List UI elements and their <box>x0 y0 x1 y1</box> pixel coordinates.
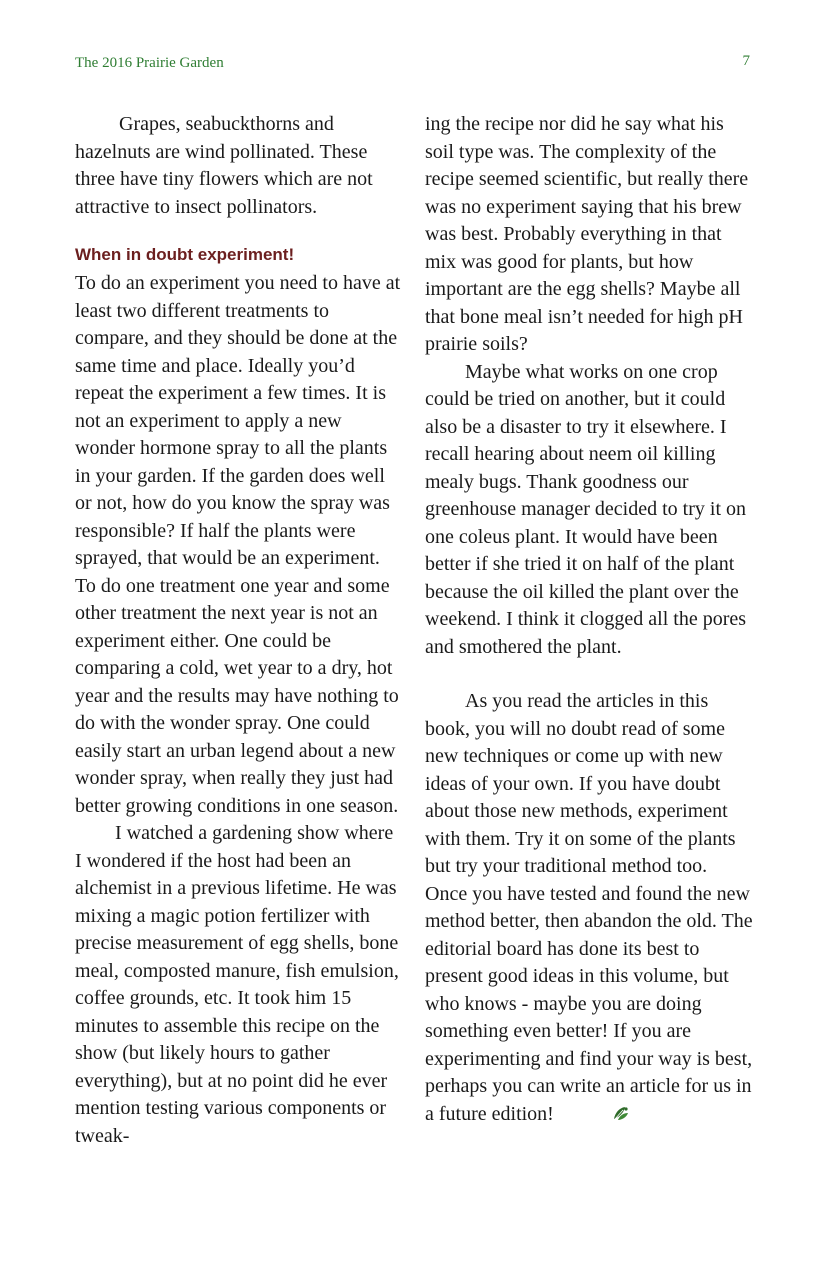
paragraph-experiment-definition: To do an experiment you need to have at least two different treatments to compare, and they should be done at the same time and place. Ideally you’d repeat the experiment a few times. It is not an experiment to apply a new wonder hormone spray to all the plants in your garden. If the garden does well or not, how do you know the spray was responsible? If half the plants were sprayed, that would be an experiment. To do one treatment one year and some other treatment the next year is not an experiment either. One could be comparing a cold, wet year to a dry, hot year and the results may have nothing to do with the wonder spray. One could easily start an urban legend about a new wonder spray, when really they just had better growing conditions in one season. <box>75 272 401 817</box>
paragraph-pollination: Grapes, seabuckthorns and hazelnuts are wind pollinated. These three have tiny flowers which are not attractive to insect pollinators. <box>75 113 373 218</box>
conclusion-text: As you read the articles in this book, you will no doubt read of some new techniques or come up with new ideas of your own. If you have doubt about those new methods, experiment with them. Try it on some of the plants but try your traditional method too. Once you have tested and found the new method better, then abandon the old. The editorial board has done its best to present good ideas in this volume, but who knows - maybe you are doing something even better! If you are experimenting and find your way is best, perhaps you can write an article for us in a future edition! <box>425 690 753 1125</box>
left-column <box>75 111 403 1150</box>
right-column <box>425 111 753 1128</box>
leaf-end-mark-icon <box>572 1102 590 1118</box>
paragraph-gardening-show: I watched a gardening show where I wondered if the host had been an alchemist in a previous lifetime. He was mixing a magic potion fertilizer with precise measurement of egg shells, bone meal, composted manure, fish emulsion, coffee grounds, etc. It took him 15 minutes to assemble this recipe on the show (but likely hours to gather everything), but at no point did he ever mention testing various components or tweak- <box>75 822 399 1147</box>
paragraph-neem-oil: Maybe what works on one crop could be tried on another, but it could also be a disaster to try it elsewhere. I recall hearing about neem oil killing mealy bugs. Thank goodness our greenhouse manager decided to try it on one coleus plant. It would have been better if she tried it on half of the plant because the oil killed the plant over the weekend. I think it clogged all the pores and smothered the plant. <box>425 360 747 658</box>
page-number: 7 <box>742 53 750 69</box>
running-header-title: The 2016 Prairie Garden <box>75 55 224 71</box>
section-heading: When in doubt experiment! <box>75 245 295 264</box>
paragraph-recipe-continued: ing the recipe nor did he say what his soil type was. The complexity of the recipe seemed scientific, but really there was no experiment saying that his brew was best. Probably everything in that mix was good for plants, but how important are the egg shells? Maybe all that bone meal isn’t needed for high pH prairie soils? <box>425 113 749 355</box>
paragraph-gap <box>425 661 753 688</box>
paragraph-conclusion <box>425 688 753 1128</box>
